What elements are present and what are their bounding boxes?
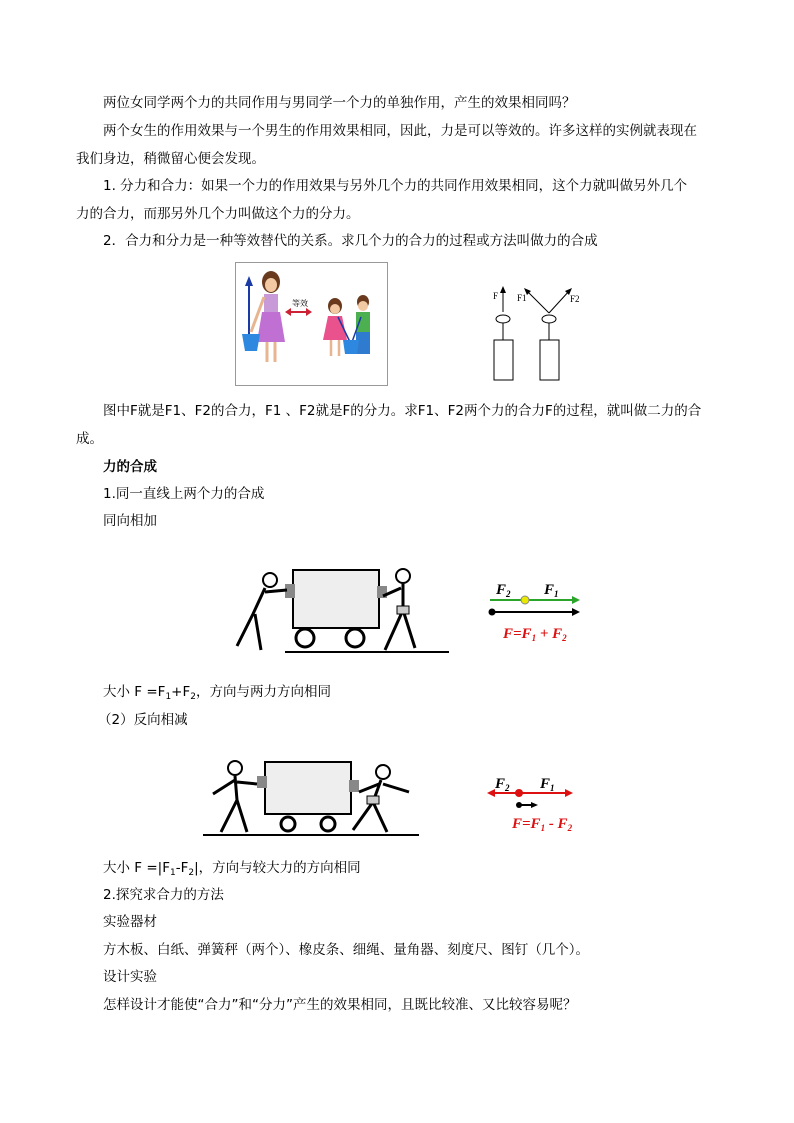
size-same-direction: 大小 $F =F_1+F_2$，方向与两力方向相同 (103, 684, 331, 702)
label-F1: F (544, 582, 555, 598)
paragraph-figure-explain-line1: 图中F就是F1、F2的合力，F1 、F2就是F的分力。求F1、F2两个力的合力F的过程，就叫做二力的合 (103, 403, 702, 419)
svg-text:F=F1 - F2: $F=F_1 - F_2$ (512, 816, 573, 833)
heading-force-composition: 力的合成 (103, 459, 157, 475)
figure-force-diagram (488, 284, 588, 384)
design-question: 怎样设计才能使“合力”和“分力”产生的效果相同，且既比较准、又比较容易呢？ (103, 997, 577, 1013)
paragraph-equivalence-line2: 我们身边，稍微留心便会发现。 (76, 151, 265, 167)
size-opposite-direction: 大小 $F =|F_1-F_2|$，方向与较大力的方向相同 (103, 860, 361, 878)
label-F2-sub: 2 (506, 589, 511, 599)
svg-text:F=F1 + F2: $F=F_1 + F_2$ (503, 626, 567, 643)
formula-sum: F=F (503, 626, 532, 642)
label-F1: F (540, 776, 551, 792)
svg-text:F1: $F_1$ (540, 776, 555, 793)
formula-difference: F=F (512, 816, 541, 832)
subheading-equipment: 实验器材 (103, 914, 157, 930)
equal-label: 等效 (292, 299, 308, 308)
paragraph-equivalence-line1: 两个女生的作用效果与一个男生的作用效果相同，因此，力是可以等效的。许多这样的实例就表现在 (103, 123, 697, 139)
figure-force-same-direction (484, 578, 594, 648)
label-F1-sub: 1 (554, 589, 559, 599)
label-F2: F (496, 582, 507, 598)
svg-text:F2 (495, 582, 511, 599)
section-same-direction: 同向相加 (103, 513, 157, 529)
paragraph-question: 两位女同学两个力的共同作用与男同学一个力的单独作用，产生的效果相同吗？ (103, 95, 576, 111)
label-F: F (493, 291, 499, 301)
section-same-line: 1.同一直线上两个力的合成 (103, 486, 265, 502)
subheading-design: 设计实验 (103, 969, 157, 985)
figure-push-cart-same (225, 566, 449, 658)
label-F1: F1 (517, 293, 527, 303)
paragraph-definition-line1: 1. 分力和合力：如果一个力的作用效果与另外几个力的共同作用效果相同，这个力就叫做另外几个 (103, 178, 688, 194)
paragraph-figure-explain-line2: 成。 (76, 431, 103, 447)
paragraph-definition-line2: 力的合力，而那另外几个力叫做这个力的分力。 (76, 206, 360, 222)
svg-text:F1 (543, 582, 559, 599)
label-F2: F2 (570, 294, 580, 304)
figure-push-cart-opposite (203, 758, 419, 840)
figure-woman-girls (235, 262, 388, 386)
section-explore-method: 2.探究求合力的方法 (103, 887, 224, 903)
paragraph-relation: 2．合力和分力是一种等效替代的关系。求几个力的合力的过程或方法叫做力的合成 (103, 233, 598, 249)
section-opposite-direction: （2）反向相减 (98, 712, 188, 728)
label-F2: F (495, 776, 506, 792)
svg-text:F2: $F_2$ (495, 776, 510, 793)
equipment-list: 方木板、白纸、弹簧秤（两个）、橡皮条、细绳、量角器、刻度尺、图钉（几个）。 (103, 942, 589, 958)
figure-force-opposite-direction (484, 772, 594, 836)
